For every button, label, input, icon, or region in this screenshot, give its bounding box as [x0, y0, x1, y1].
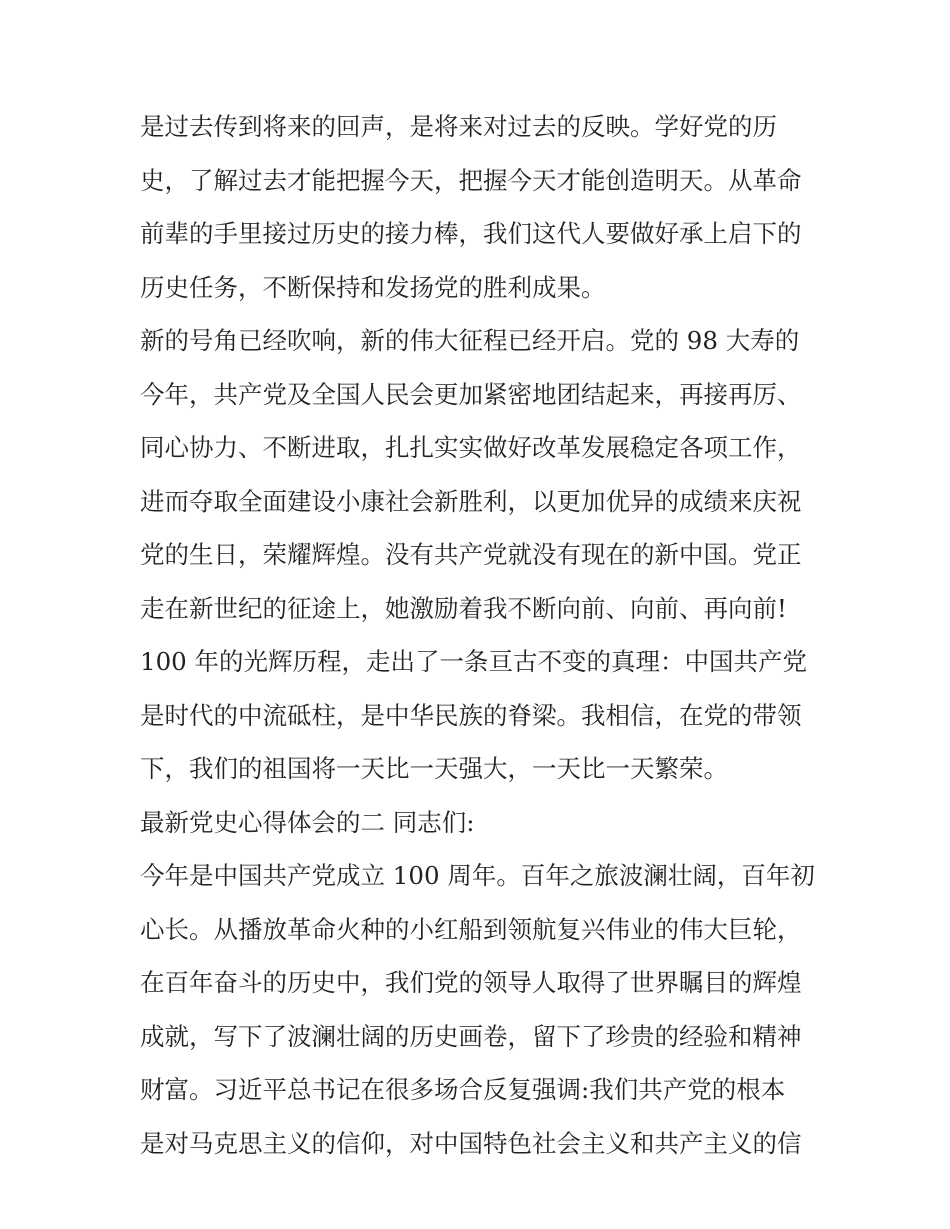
text-line: 是时代的中流砥柱，是中华民族的脊梁。我相信，在党的带领	[140, 700, 802, 730]
text-line: 党的生日，荣耀辉煌。没有共产党就没有现在的新中国。党正	[140, 540, 802, 569]
text-line: 心长。从播放革命火种的小红船到领航复兴伟业的伟大巨轮，	[140, 914, 802, 944]
text-line: 成就，写下了波澜壮阔的历史画卷，留下了珍贵的经验和精神	[140, 1021, 802, 1051]
text-line: 是对马克思主义的信仰，对中国特色社会主义和共产主义的信	[140, 1128, 802, 1158]
text-line: 走在新世纪的征途上，她激励着我不断向前、向前、再向前!	[140, 593, 787, 623]
document-body-text	[140, 100, 820, 1170]
text-line: 历史任务，不断保持和发扬党的胜利成果。	[140, 272, 606, 302]
text-line: 同心协力、不断进取，扎扎实实做好改革发展稳定各项工作，	[140, 433, 802, 462]
text-line: 财富。习近平总书记在很多场合反复强调:我们共产党的根本	[140, 1075, 786, 1104]
text-line: 进而夺取全面建设小康社会新胜利，以更加优异的成绩来庆祝	[140, 486, 802, 516]
section-heading: 最新党史心得体会的二 同志们:	[140, 807, 475, 837]
text-line: 新的号角已经吹响，新的伟大征程已经开启。党的 98 大寿的	[140, 326, 800, 355]
text-line: 100 年的光辉历程，走出了一条亘古不变的真理：中国共产党	[140, 647, 808, 676]
text-line: 前辈的手里接过历史的接力棒，我们这代人要做好承上启下的	[140, 219, 802, 248]
text-line: 今年是中国共产党成立 100 周年。百年之旅波澜壮阔，百年初	[140, 861, 815, 890]
text-line: 在百年奋斗的历史中，我们党的领导人取得了世界瞩目的辉煌	[140, 968, 802, 997]
text-line: 史，了解过去才能把握今天，把握今天才能创造明天。从革命	[140, 165, 802, 195]
text-line: 是过去传到将来的回声，是将来对过去的反映。学好党的历	[140, 112, 777, 141]
text-line: 下，我们的祖国将一天比一天强大，一天比一天繁荣。	[140, 754, 728, 783]
text-line: 今年，共产党及全国人民会更加紧密地团结起来，再接再厉、	[140, 379, 802, 409]
